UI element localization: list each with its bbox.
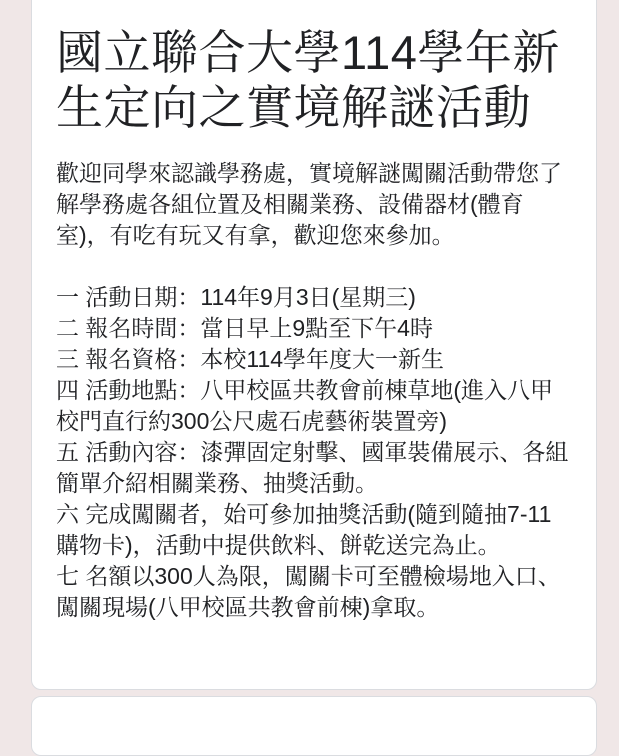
description-item: 四 活動地點：八甲校區共教會前棟草地(進入八甲校門直行約300公尺處石虎藝術裝置旁) — [56, 377, 554, 434]
description-item: 二 報名時間：當日早上9點至下午4時 — [56, 315, 433, 341]
description-item: 一 活動日期：114年9月3日(星期三) — [56, 284, 416, 310]
form-title: 國立聯合大學114學年新生定向之實境解謎活動 — [56, 26, 560, 134]
next-question-card — [31, 696, 597, 756]
description-intro: 歡迎同學來認識學務處，實境解謎闖關活動帶您了解學務處各組位置及相關業務、設備器材(體育室)，有吃有玩又有拿，歡迎您來參加。 — [56, 160, 562, 248]
description-item: 三 報名資格：本校114學年度大一新生 — [56, 346, 445, 372]
description-item: 六 完成闖關者，始可參加抽獎活動(隨到隨抽7-11購物卡)，活動中提供飲料、餅乾送完為止。 — [56, 501, 552, 558]
form-title-card — [31, 0, 597, 690]
form-description — [56, 158, 572, 623]
description-item: 五 活動內容：漆彈固定射擊、國軍裝備展示、各組簡單介紹相關業務、抽獎活動。 — [56, 439, 569, 496]
description-spacer — [56, 251, 572, 282]
description-item: 七 名額以300人為限，闖關卡可至體檢場地入口、闖關現場(八甲校區共教會前棟)拿取。 — [56, 563, 561, 620]
